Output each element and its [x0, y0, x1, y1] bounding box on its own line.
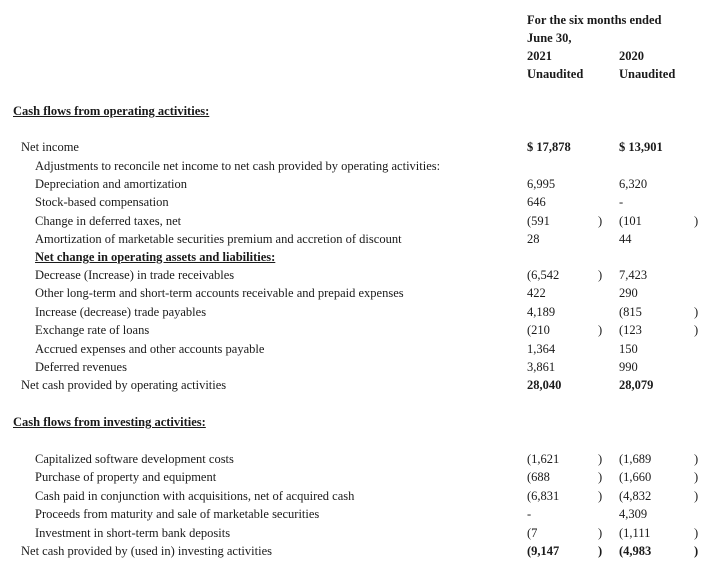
column-year-2020: 2020 — [619, 49, 644, 63]
row-label: Increase (decrease) trade payables — [35, 304, 207, 319]
table-row — [0, 452, 709, 470]
value-2021: 1,364 — [527, 341, 556, 356]
value-2021: - — [527, 507, 532, 522]
column-status-2021: Unaudited — [527, 67, 584, 81]
paren-2020: ) — [694, 452, 699, 466]
value-2021: (210 — [527, 323, 550, 338]
paren-2021: ) — [598, 452, 603, 466]
value-2020: (1,111 — [619, 525, 651, 540]
table-row — [0, 214, 709, 232]
paren-2020: ) — [694, 470, 699, 485]
table-row — [0, 323, 709, 341]
value-2021: (7 — [527, 525, 538, 540]
table-row-net-income — [0, 140, 709, 158]
paren-2021: ) — [598, 470, 603, 485]
table-row — [0, 470, 709, 488]
value-2020: 290 — [619, 286, 638, 301]
table-row — [0, 360, 709, 378]
value-2020: $ 13,901 — [619, 140, 663, 154]
row-label: Stock-based compensation — [35, 195, 169, 210]
paren-2021: ) — [598, 213, 603, 228]
table-row — [0, 342, 709, 360]
row-label: Net cash provided by (used in) investing activities — [21, 544, 272, 558]
paren-2021: ) — [598, 488, 603, 503]
value-2020: (4,832 — [619, 488, 652, 503]
row-label: Net cash provided by operating activities — [21, 378, 227, 392]
value-2020: (123 — [619, 323, 642, 338]
value-2021: 28,040 — [527, 378, 562, 392]
row-label: Net income — [21, 140, 79, 154]
value-2020: - — [619, 195, 624, 210]
period-date: June 30, — [527, 31, 572, 45]
value-2020: (815 — [619, 304, 642, 319]
row-label: Amortization of marketable securities premium and accretion of discount — [35, 232, 402, 247]
value-2021: 646 — [527, 195, 546, 210]
value-2020: 6,320 — [619, 177, 648, 191]
investing-section-title: Cash flows from investing activities: — [13, 415, 206, 429]
row-label: Other long-term and short-term accounts receivable and prepaid expenses — [35, 286, 404, 301]
paren-2020: ) — [694, 525, 699, 540]
row-label: Cash paid in conjunction with acquisitions, net of acquired cash — [35, 488, 355, 503]
value-2021: (6,542 — [527, 268, 560, 282]
paren-2020: ) — [694, 488, 699, 503]
adjustments-label: Adjustments to reconcile net income to net cash provided by operating activities: — [35, 159, 441, 173]
table-row — [0, 507, 709, 525]
value-2020: 28,079 — [619, 378, 654, 392]
value-2020: (1,660 — [619, 470, 652, 485]
table-row — [0, 305, 709, 323]
paren-2021: ) — [598, 544, 603, 558]
column-status-2020: Unaudited — [619, 67, 676, 81]
row-label: Change in deferred taxes, net — [35, 213, 182, 228]
row-label: Exchange rate of loans — [35, 323, 150, 338]
paren-2021: ) — [598, 323, 603, 338]
value-2020: (1,689 — [619, 452, 652, 466]
value-2020: 150 — [619, 341, 638, 356]
value-2021: (9,147 — [527, 544, 560, 558]
period-title: For the six months ended — [527, 13, 662, 27]
table-row — [0, 526, 709, 544]
row-label: Capitalized software development costs — [35, 452, 234, 466]
value-2021: (1,621 — [527, 452, 560, 466]
table-row-operating-total — [0, 378, 709, 396]
value-2020: 7,423 — [619, 268, 648, 282]
row-label: Investment in short-term bank deposits — [35, 525, 231, 540]
value-2021: 3,861 — [527, 360, 556, 374]
paren-2020: ) — [694, 213, 699, 228]
row-label: Purchase of property and equipment — [35, 470, 217, 485]
value-2020: (101 — [619, 213, 642, 228]
paren-2021: ) — [598, 525, 603, 540]
value-2021: 6,995 — [527, 177, 556, 191]
paren-2020: ) — [694, 304, 699, 319]
table-row-investing-total — [0, 544, 709, 562]
value-2021: $ 17,878 — [527, 140, 571, 154]
value-2021: 4,189 — [527, 304, 556, 319]
value-2020: (4,983 — [619, 544, 652, 558]
row-label: Decrease (Increase) in trade receivables — [35, 268, 235, 282]
paren-2020: ) — [694, 323, 699, 338]
table-row — [0, 286, 709, 304]
paren-2021: ) — [598, 268, 603, 282]
value-2020: 44 — [619, 232, 632, 247]
column-year-2021: 2021 — [527, 49, 552, 63]
net-change-label: Net change in operating assets and liabilities: — [35, 250, 276, 264]
paren-2020: ) — [694, 544, 699, 558]
row-label: Proceeds from maturity and sale of marketable securities — [35, 507, 320, 522]
table-row — [0, 232, 709, 250]
value-2021: (591 — [527, 213, 550, 228]
value-2021: 28 — [527, 232, 540, 247]
value-2020: 990 — [619, 360, 638, 374]
value-2020: 4,309 — [619, 507, 648, 522]
value-2021: (6,831 — [527, 488, 560, 503]
table-row — [0, 489, 709, 507]
value-2021: 422 — [527, 286, 546, 301]
table-row — [0, 268, 709, 286]
row-label: Accrued expenses and other accounts payable — [35, 341, 265, 356]
row-label: Depreciation and amortization — [35, 177, 188, 191]
table-row — [0, 195, 709, 213]
table-row — [0, 177, 709, 195]
operating-section-title: Cash flows from operating activities: — [13, 104, 210, 118]
row-label: Deferred revenues — [35, 360, 127, 374]
value-2021: (688 — [527, 470, 550, 485]
